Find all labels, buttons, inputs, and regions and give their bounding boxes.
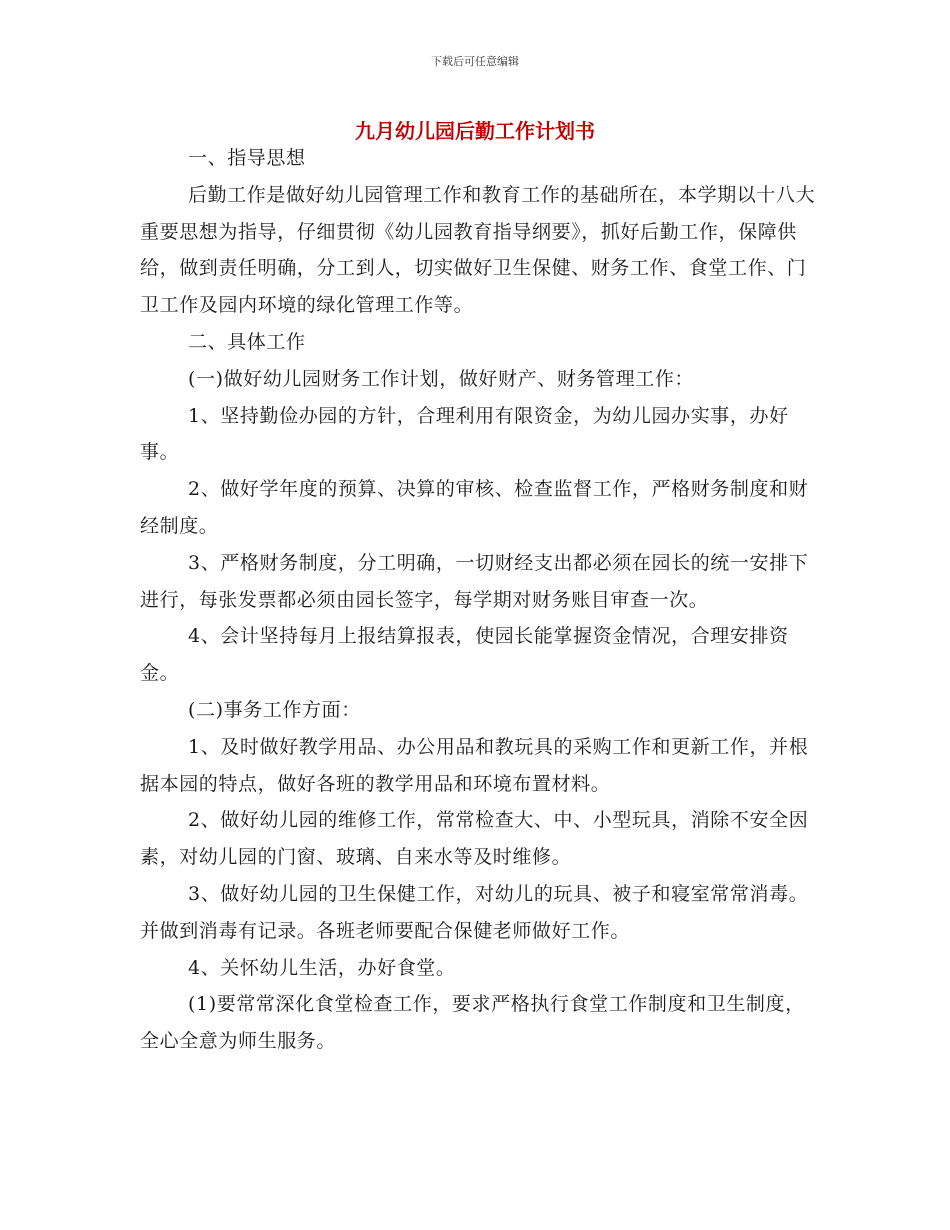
subheading-finance: (一)做好幼儿园财务工作计划，做好财产、财务管理工作： [188, 367, 695, 390]
list-item: 2、做好学年度的预算、决算的审核、检查监督工作，严格财务制度和财经制度。 [140, 478, 809, 537]
list-item: 2、做好幼儿园的维修工作，常常检查大、中、小型玩具，消除不安全因素，对幼儿园的门窗、玻璃、自来水等及时维修。 [140, 809, 809, 869]
list-item: 3、严格财务制度，分工明确，一切财经支出都必须在园长的统一安排下进行，每张发票都必须由园长签字，每学期对财务账目审查一次。 [140, 551, 809, 611]
list-item: 4、会计坚持每月上报结算报表，使园长能掌握资金情况，合理安排资金。 [140, 625, 789, 685]
list-item: 4、关怀幼儿生活，办好食堂。 [188, 956, 456, 979]
heading-guiding-idea: 一、指导思想 [188, 147, 306, 169]
list-item: (1)要常常深化食堂检查工作，要求严格执行食堂工作制度和卫生制度，全心全意为师生服务。 [140, 993, 805, 1053]
list-item: 1、及时做好教学用品、办公用品和教玩具的采购工作和更新工作，并根据本园的特点，做好各班的教学用品和环境布置材料。 [140, 735, 809, 795]
subheading-affairs: (二)事务工作方面： [188, 698, 361, 721]
list-item: 3、做好幼儿园的卫生保健工作，对幼儿的玩具、被子和寝室常常消毒。并做到消毒有记录。各班老师要配合保健老师做好工作。 [140, 882, 809, 942]
header-note: 下载后可任意编辑 [431, 55, 519, 68]
document-body [140, 140, 820, 1060]
paragraph: 后勤工作是做好幼儿园管理工作和教育工作的基础所在，本学期以十八大重要思想为指导，仔细贯彻《幼儿园教育指导纲要》，抓好后勤工作，保障供给，做到责任明确，分工到人，切实做好卫生保健、财务工作、食堂工作、门卫工作及园内环境的绿化管理工作等。 [140, 183, 816, 317]
document-title: 九月幼儿园后勤工作计划书 [355, 119, 595, 143]
list-item: 1、坚持勤俭办园的方针，合理利用有限资金，为幼儿园办实事，办好事。 [140, 404, 789, 464]
heading-specific-work: 二、具体工作 [188, 330, 306, 353]
